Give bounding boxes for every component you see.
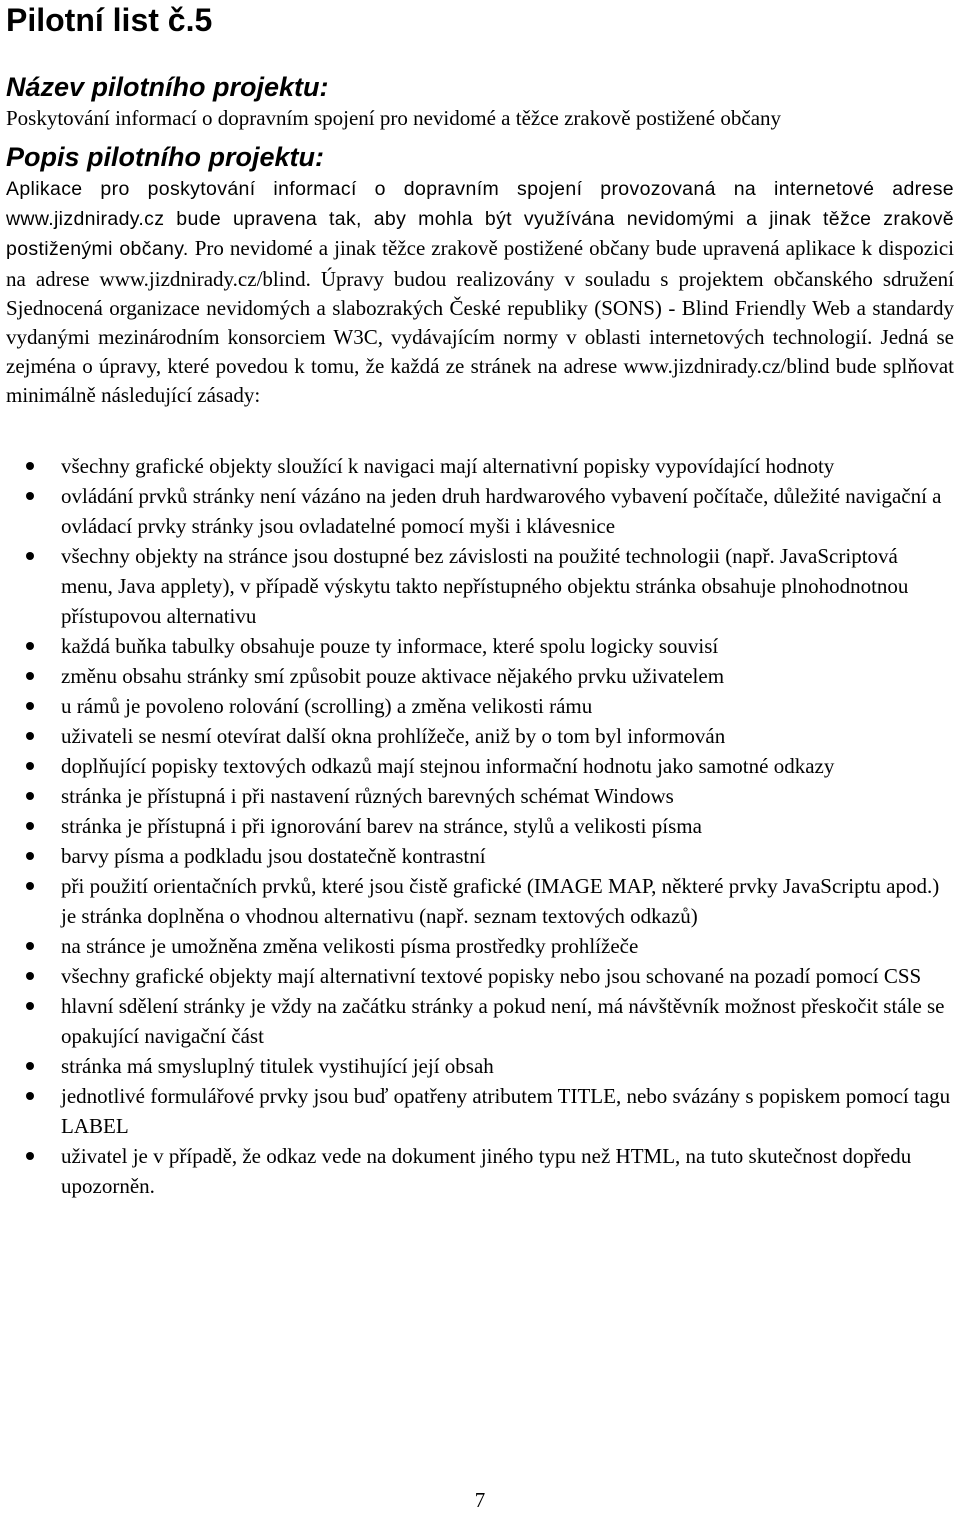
bullet-icon (26, 882, 34, 890)
bullet-icon (26, 1002, 34, 1010)
bullet-icon (26, 762, 34, 770)
list-item (6, 811, 954, 841)
list-item-text: všechny grafické objekty sloužící k navigaci mají alternativní popisky vypovídající hodnoty (61, 453, 835, 478)
bullet-icon (26, 702, 34, 710)
bullet-icon (26, 492, 34, 500)
list-item (6, 961, 954, 991)
bullet-icon (26, 1092, 34, 1100)
list-item-text: stránka má smysluplný titulek vystihující její obsah (61, 1053, 494, 1078)
bullet-icon (26, 792, 34, 800)
list-item (6, 931, 954, 961)
list-item (6, 691, 954, 721)
list-item-text: stránka je přístupná i při nastavení různých barevných schémat Windows (61, 783, 674, 808)
list-item-text: u rámů je povoleno rolování (scrolling) a změna velikosti rámu (61, 693, 593, 718)
list-item-text: všechny objekty na stránce jsou dostupné bez závislosti na použité technologii (např. JavaScriptová menu, Java applety), v případě výskytu takto nepřístupného objektu stránka obsahuje plnohodnotnou přístupovou alternativu (61, 543, 909, 628)
bullet-icon (26, 642, 34, 650)
list-item-text: každá buňka tabulky obsahuje pouze ty informace, které spolu logicky souvisí (61, 633, 719, 658)
list-item-text: na stránce je umožněna změna velikosti písma prostředky prohlížeče (61, 933, 639, 958)
list-item (6, 541, 954, 631)
principles-list (6, 451, 954, 1201)
list-item (6, 781, 954, 811)
project-description-heading: Popis pilotního projektu: (6, 142, 324, 172)
list-item-text: změnu obsahu stránky smí způsobit pouze aktivace nějakého prvku uživatelem (61, 663, 725, 688)
bullet-icon (26, 672, 34, 680)
list-item (6, 841, 954, 871)
document-page (6, 0, 954, 1201)
bullet-icon (26, 552, 34, 560)
list-item-text: doplňující popisky textových odkazů mají stejnou informační hodnotu jako samotné odkazy (61, 753, 835, 778)
bullet-icon (26, 822, 34, 830)
list-item (6, 661, 954, 691)
list-item-text: všechny grafické objekty mají alternativní textové popisky nebo jsou schované na pozadí pomocí CSS (61, 963, 922, 988)
description-serif-run: Pro nevidomé a jinak těžce zrakově postižené občany bude upravená aplikace k dispozici na adrese www.jizdnirady.cz/blind. Úpravy budou realizovány v souladu s projektem občanského sdružení Sjednocená organizace nevidomých a slabozrakých České republiky (SONS) - Blind Friendly Web a standardy vydanými mezinárodním konsorciem W3C, vydávajícím normy v oblasti internetových technologií. Jedná se zejména o úpravy, které povedou k tomu, že každá ze stránek na adrese www.jizdnirady.cz/blind bude splňovat minimálně následující zásady: (6, 236, 955, 408)
list-item (6, 451, 954, 481)
bullet-icon (26, 462, 34, 470)
list-item (6, 1141, 954, 1201)
list-item-text: barvy písma a podkladu jsou dostatečně kontrastní (61, 843, 486, 868)
list-item-text: stránka je přístupná i při ignorování barev na stránce, stylů a velikosti písma (61, 813, 702, 838)
project-name-heading: Název pilotního projektu: (6, 72, 329, 102)
list-item (6, 1051, 954, 1081)
list-item-text: uživatel je v případě, že odkaz vede na dokument jiného typu než HTML, na tuto skutečnost dopředu upozorněn. (61, 1143, 912, 1198)
bullet-icon (26, 1152, 34, 1160)
list-item-text: při použití orientačních prvků, které jsou čistě grafické (IMAGE MAP, některé prvky JavaScriptu apod.) je stránka doplněna o vhodnou alternativu (např. seznam textových odkazů) (61, 873, 940, 928)
list-item-text: hlavní sdělení stránky je vždy na začátku stránky a pokud není, má návštěvník možnost přeskočit stále se opakující navigační část (61, 993, 945, 1048)
bullet-icon (26, 942, 34, 950)
list-item-text: jednotlivé formulářové prvky jsou buď opatřeny atributem TITLE, nebo svázány s popiskem pomocí tagu LABEL (61, 1083, 951, 1138)
bullet-icon (26, 1062, 34, 1070)
list-item (6, 721, 954, 751)
page-number: 7 (474, 1488, 486, 1512)
list-item (6, 991, 954, 1051)
list-item (6, 1081, 954, 1141)
page-title: Pilotní list č.5 (6, 2, 213, 38)
list-item-text: uživateli se nesmí otevírat další okna prohlížeče, aniž by o tom byl informován (61, 723, 726, 748)
list-item (6, 631, 954, 661)
list-item (6, 481, 954, 541)
list-item (6, 751, 954, 781)
bullet-icon (26, 972, 34, 980)
project-description-paragraph (6, 174, 954, 411)
bullet-icon (26, 732, 34, 740)
description-sans-run: Aplikace pro poskytování informací o dopravním spojení provozovaná na internetové adrese www.jizdnirady.cz bude upravena tak, aby mohla být využívána nevidomými a jinak těžce zrakově postiženými občany. (6, 178, 954, 261)
list-item-text: ovládání prvků stránky není vázáno na jeden druh hardwarového vybavení počítače, důležité navigační a ovládací prvky stránky jsou ovladatelné pomocí myši i klávesnice (61, 483, 942, 538)
bullet-icon (26, 852, 34, 860)
list-item (6, 871, 954, 931)
project-name-text: Poskytování informací o dopravním spojení pro nevidomé a těžce zrakově postižené občany (6, 106, 782, 130)
